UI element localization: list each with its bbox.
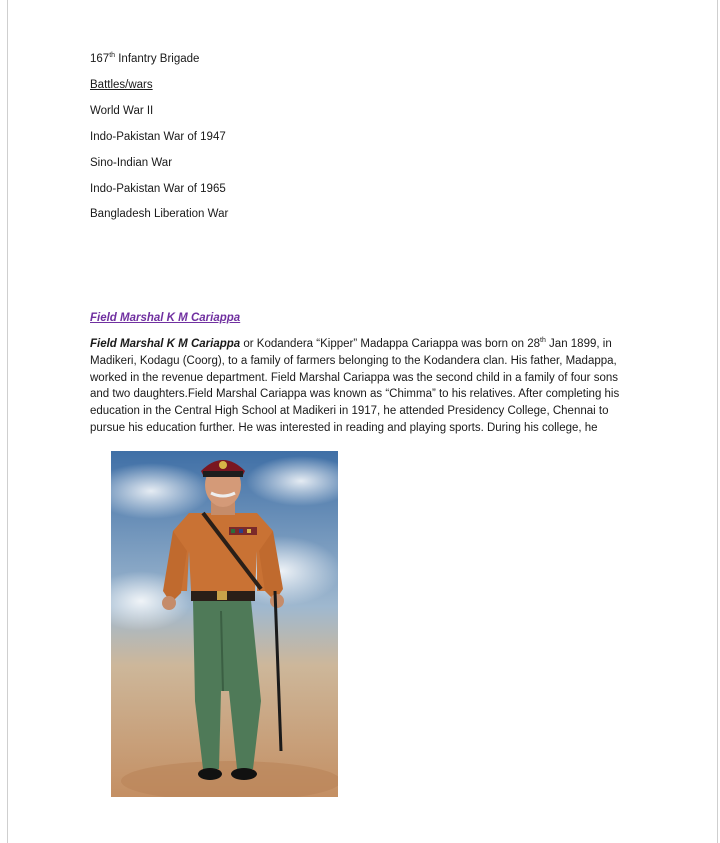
battle-item: Bangladesh Liberation War — [90, 208, 229, 220]
section-title-link[interactable]: Field Marshal K M Cariappa — [90, 312, 241, 324]
bio-name: Field Marshal K M Cariappa — [90, 338, 241, 350]
page-left-border — [7, 0, 8, 843]
battle-item: World War II — [90, 105, 154, 117]
military-officer-portrait-icon — [111, 451, 338, 797]
portrait-image — [111, 451, 338, 797]
unit-line: 167th Infantry Brigade — [90, 52, 200, 65]
battle-item: Indo-Pakistan War of 1947 — [90, 131, 226, 143]
battles-heading: Battles/wars — [90, 79, 153, 91]
biography-paragraph: Field Marshal K M Cariappa or Kodandera “Kipper” Madappa Cariappa was born on 28th Jan 1899, in Madikeri, Kodagu (Coorg), to a family of farmers belonging to the Kodandera clan. His father, Madappa, worked in the revenue department. Field Marshal Cariappa was the second child in a family of four sons and two daughters.Field Marshal Cariappa was known as “Chimma” to his relatives. After completing his education in the Central High School at Madikeri in 1917, he attended Presidency College, Chennai to pursue his education further. He was interested in reading and playing sports. During his college, he — [90, 337, 620, 434]
page-right-border — [717, 0, 718, 843]
battle-item: Sino-Indian War — [90, 157, 173, 169]
battle-item: Indo-Pakistan War of 1965 — [90, 183, 226, 195]
